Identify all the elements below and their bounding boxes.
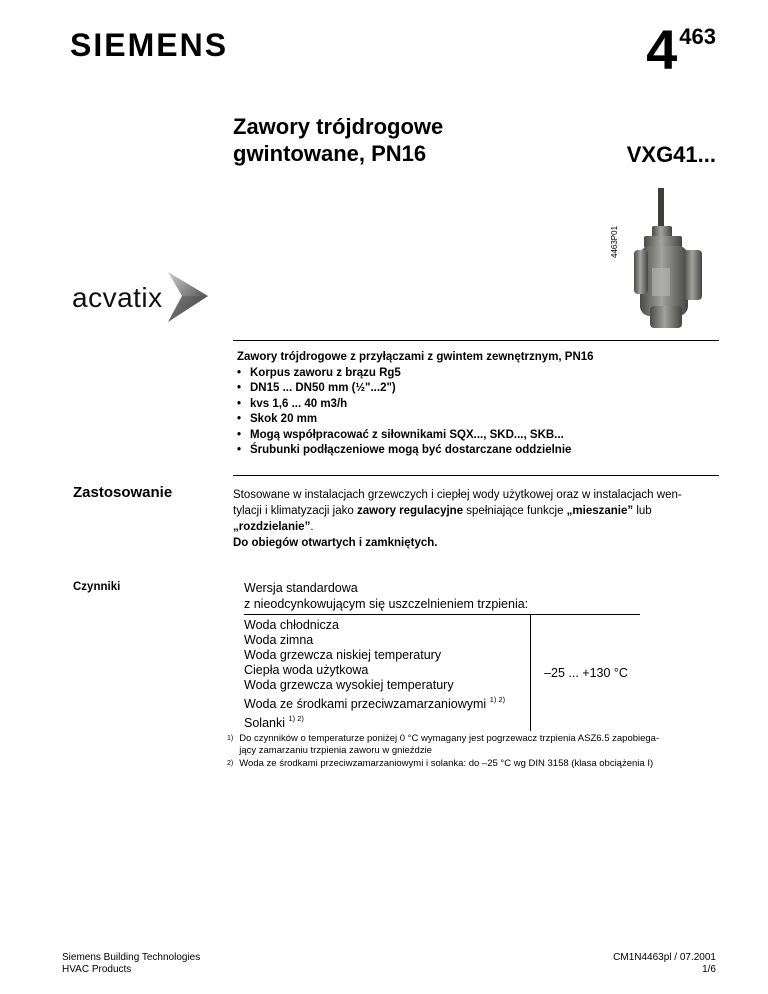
para-text: tylacji i klimatyzacji jako (233, 505, 357, 517)
section-heading-czynniki: Czynniki (73, 581, 121, 593)
media-item-text: Woda ze środkami przeciwzamarzaniowymi (244, 697, 487, 712)
photo-code: 4463P01 (610, 225, 619, 258)
media-list (244, 615, 531, 731)
temperature-range: –25 ... +130 °C (544, 666, 628, 681)
title-line-2: gwintowane, PN16 (233, 141, 427, 166)
footnote-text (239, 733, 699, 757)
footnote-mark: 1) (227, 735, 234, 742)
section-heading-zastosowanie: Zastosowanie (73, 484, 173, 501)
media-item-text: Solanki (244, 716, 285, 731)
para-line (233, 535, 723, 551)
media-item: Woda zimna (244, 633, 314, 647)
table-head-line: Wersja standardowa (244, 581, 358, 595)
table-head-line: z nieodcynkowującym się uszczelnieniem trzpienia: (244, 597, 529, 611)
valve-photo (612, 188, 722, 333)
media-item: Woda grzewcza wysokiej temperatury (244, 678, 454, 692)
page-title (233, 113, 443, 167)
footer-line: HVAC Products (62, 964, 132, 975)
feature-item: • Śrubunki podłączeniowe mogą być dostarczane oddzielnie (237, 443, 594, 459)
title-line-1: Zawory trójdrogowe (233, 114, 444, 139)
para-bold: „mieszanie” (566, 505, 634, 517)
para-text: lub (633, 505, 652, 517)
feature-list (237, 366, 594, 459)
para-text: spełniające funkcje (463, 505, 567, 517)
intro-section (237, 350, 594, 459)
media-table-header (244, 580, 640, 615)
feature-item: • kvs 1,6 ... 40 m3/h (237, 397, 594, 413)
para-line (233, 503, 723, 519)
para-line: Stosowane w instalacjach grzewczych i ciepłej wody użytkowej oraz w instalacjach wen- (233, 489, 682, 501)
para-line (233, 519, 723, 535)
footer-doc-code: CM1N4463pl / 07.2001 (613, 952, 716, 963)
zastosowanie-text (233, 487, 723, 551)
document-number-minor: 463 (679, 24, 716, 49)
feature-item: • Skok 20 mm (237, 412, 594, 428)
media-item: Woda grzewcza niskiej temperatury (244, 648, 442, 662)
footnote-text: Woda ze środkami przeciwzamarzaniowymi i solanka: do –25 °C wg DIN 3158 (klasa obciążenia I) (239, 758, 654, 769)
document-number-major: 4 (646, 18, 678, 81)
media-item: Woda chłodnicza (244, 618, 339, 632)
footnote-ref: 1) 2) (288, 714, 304, 724)
media-item (244, 712, 530, 731)
feature-item: • Korpus zaworu z brązu Rg5 (237, 366, 594, 382)
footer-page-number: 1/6 (702, 964, 716, 975)
media-table-body (244, 615, 641, 731)
para-bold: Do obiegów otwartych i zamkniętych. (233, 537, 438, 549)
para-text: . (310, 521, 314, 533)
media-table (244, 580, 641, 731)
footer-company (62, 952, 200, 976)
intro-heading: Zawory trójdrogowe z przyłączami z gwintem zewnętrznym, PN16 (237, 351, 594, 363)
document-number (646, 18, 716, 81)
footnote-1 (227, 733, 699, 757)
feature-item: • Mogą współpracować z siłownikami SQX..., SKD..., SKB... (237, 428, 594, 444)
media-item (244, 693, 530, 712)
feature-item: • DN15 ... DN50 mm (½"...2") (237, 381, 594, 397)
para-bold: „rozdzielanie” (233, 521, 311, 533)
footnote-line: jący zamarzaniu trzpienia zaworu w gnieździe (239, 745, 432, 756)
divider (233, 475, 719, 476)
footer-line: Siemens Building Technologies (62, 952, 201, 963)
footnote-2 (227, 758, 699, 770)
acvatix-logo (72, 278, 202, 324)
siemens-logo: SIEMENS (70, 27, 229, 63)
footer-doc-info (613, 952, 716, 976)
model-number: VXG41... (626, 142, 716, 167)
divider (233, 340, 719, 341)
para-bold: zawory regulacyjne (356, 505, 464, 517)
footnote-line: Do czynników o temperaturze poniżej 0 °C wymagany jest pogrzewacz trzpienia ASZ6.5 zapobiega- (239, 733, 660, 744)
media-item: Ciepła woda użytkowa (244, 663, 369, 677)
valve-image (612, 188, 722, 333)
acvatix-logo-text: acvatix (72, 282, 163, 313)
footnote-ref: 1) 2) (489, 695, 506, 704)
footnote-mark: 2) (227, 760, 234, 767)
acvatix-mark-icon (168, 272, 208, 322)
